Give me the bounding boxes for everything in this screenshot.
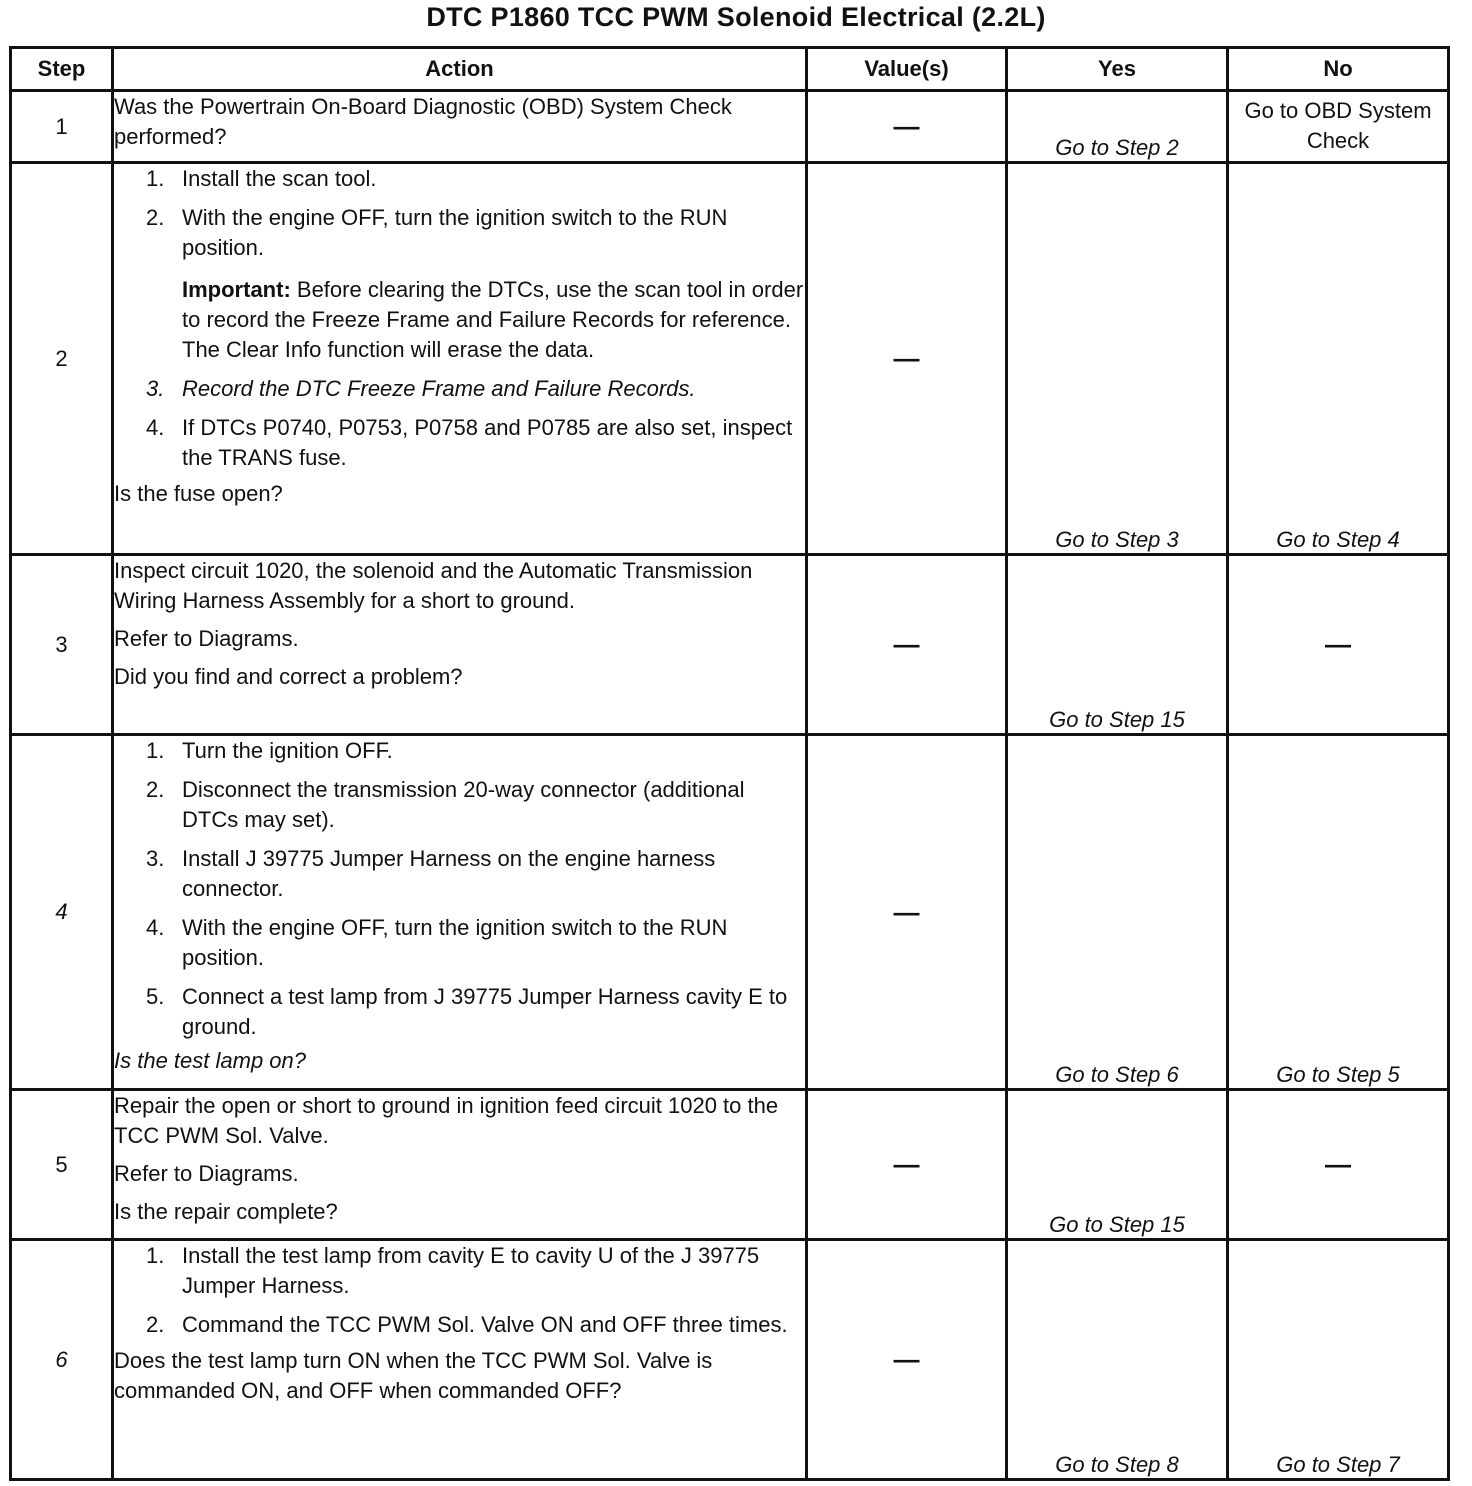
step-number: 5 <box>11 1090 113 1240</box>
list-item <box>114 1241 805 1301</box>
list-item <box>114 203 805 263</box>
value-dash: — <box>807 555 1007 735</box>
action-cell <box>113 91 807 163</box>
action-question: Was the Powertrain On-Board Diagnostic (OBD) System Check performed? <box>114 94 732 149</box>
table-row <box>11 555 1449 735</box>
list-item <box>114 164 805 194</box>
list-item <box>114 913 805 973</box>
item-number: 1. <box>146 166 165 191</box>
refer-text: Refer to Diagrams. <box>114 1161 299 1186</box>
item-number: 2. <box>146 1312 165 1337</box>
item-text: Disconnect the transmission 20-way connector (additional DTCs may set). <box>182 777 745 832</box>
item-text: With the engine OFF, turn the ignition switch to the RUN position. <box>182 915 728 970</box>
action-text: Inspect circuit 1020, the solenoid and the Automatic Transmission Wiring Harness Assembly for a short to ground. <box>114 558 753 613</box>
header-row <box>11 48 1449 91</box>
table-row <box>11 1240 1449 1480</box>
action-list <box>114 1241 805 1340</box>
header-no: No <box>1228 48 1449 91</box>
list-item <box>114 736 805 766</box>
table-row <box>11 1090 1449 1240</box>
step-number: 6 <box>11 1240 113 1480</box>
item-number: 1. <box>146 1243 165 1268</box>
no-dash: — <box>1228 1090 1449 1240</box>
item-text: Record the DTC Freeze Frame and Failure Records. <box>182 376 696 401</box>
item-text: Install the test lamp from cavity E to cavity U of the J 39775 Jumper Harness. <box>182 1243 760 1298</box>
header-action: Action <box>113 48 807 91</box>
list-item <box>114 775 805 835</box>
page-title: DTC P1860 TCC PWM Solenoid Electrical (2.2L) <box>426 2 1046 32</box>
table-row <box>11 163 1449 555</box>
header-step: Step <box>11 48 113 91</box>
diagnostic-table <box>9 46 1450 1481</box>
no-cell: Go to OBD System Check <box>1228 91 1449 163</box>
list-item <box>114 1310 805 1340</box>
item-text: Command the TCC PWM Sol. Valve ON and OFF three times. <box>182 1312 788 1337</box>
item-number: 4. <box>146 415 165 440</box>
header-yes: Yes <box>1007 48 1228 91</box>
list-item <box>114 982 805 1042</box>
action-question: Is the repair complete? <box>114 1199 338 1224</box>
yes-cell: Go to Step 3 <box>1007 163 1228 555</box>
item-text: Install J 39775 Jumper Harness on the engine harness connector. <box>182 846 716 901</box>
no-dash: — <box>1228 555 1449 735</box>
item-number: 3. <box>146 376 165 401</box>
refer-text: Refer to Diagrams. <box>114 626 299 651</box>
action-cell <box>113 1240 807 1480</box>
value-dash: — <box>807 1240 1007 1480</box>
list-item <box>114 844 805 904</box>
step-number: 1 <box>11 91 113 163</box>
action-list <box>114 736 805 1042</box>
action-question: Did you find and correct a problem? <box>114 664 463 689</box>
item-number: 2. <box>146 205 165 230</box>
table-row <box>11 735 1449 1090</box>
action-cell <box>113 1090 807 1240</box>
important-label: Important: <box>182 277 291 302</box>
action-list <box>114 374 805 473</box>
yes-cell: Go to Step 15 <box>1007 1090 1228 1240</box>
value-dash: — <box>807 735 1007 1090</box>
item-text: Turn the ignition OFF. <box>182 738 393 763</box>
item-text: With the engine OFF, turn the ignition switch to the RUN position. <box>182 205 728 260</box>
yes-cell: Go to Step 8 <box>1007 1240 1228 1480</box>
yes-cell: Go to Step 15 <box>1007 555 1228 735</box>
table-row <box>11 91 1449 163</box>
yes-cell: Go to Step 2 <box>1007 91 1228 163</box>
item-number: 4. <box>146 915 165 940</box>
no-cell: Go to Step 5 <box>1228 735 1449 1090</box>
item-number: 1. <box>146 738 165 763</box>
action-question: Is the fuse open? <box>114 481 283 506</box>
header-values: Value(s) <box>807 48 1007 91</box>
step-number: 3 <box>11 555 113 735</box>
action-list <box>114 164 805 263</box>
value-dash: — <box>807 163 1007 555</box>
step-number: 4 <box>11 735 113 1090</box>
item-number: 2. <box>146 777 165 802</box>
important-note <box>114 275 805 365</box>
action-cell <box>113 735 807 1090</box>
value-dash: — <box>807 91 1007 163</box>
list-item <box>114 413 805 473</box>
item-number: 3. <box>146 846 165 871</box>
no-cell: Go to Step 4 <box>1228 163 1449 555</box>
important-text: Before clearing the DTCs, use the scan tool in order to record the Freeze Frame and Failure Records for reference. The Clear Info function will erase the data. <box>182 277 804 362</box>
no-cell: Go to Step 7 <box>1228 1240 1449 1480</box>
value-dash: — <box>807 1090 1007 1240</box>
action-text: Repair the open or short to ground in ignition feed circuit 1020 to the TCC PWM Sol. Valve. <box>114 1093 779 1148</box>
item-number: 5. <box>146 984 165 1009</box>
action-question: Is the test lamp on? <box>114 1048 306 1073</box>
step-number: 2 <box>11 163 113 555</box>
list-item <box>114 374 805 404</box>
action-cell <box>113 555 807 735</box>
item-text: Install the scan tool. <box>182 166 377 191</box>
action-question: Does the test lamp turn ON when the TCC PWM Sol. Valve is commanded ON, and OFF when commanded OFF? <box>114 1348 713 1403</box>
action-cell <box>113 163 807 555</box>
item-text: Connect a test lamp from J 39775 Jumper Harness cavity E to ground. <box>182 984 788 1039</box>
yes-cell: Go to Step 6 <box>1007 735 1228 1090</box>
item-text: If DTCs P0740, P0753, P0758 and P0785 are also set, inspect the TRANS fuse. <box>182 415 793 470</box>
